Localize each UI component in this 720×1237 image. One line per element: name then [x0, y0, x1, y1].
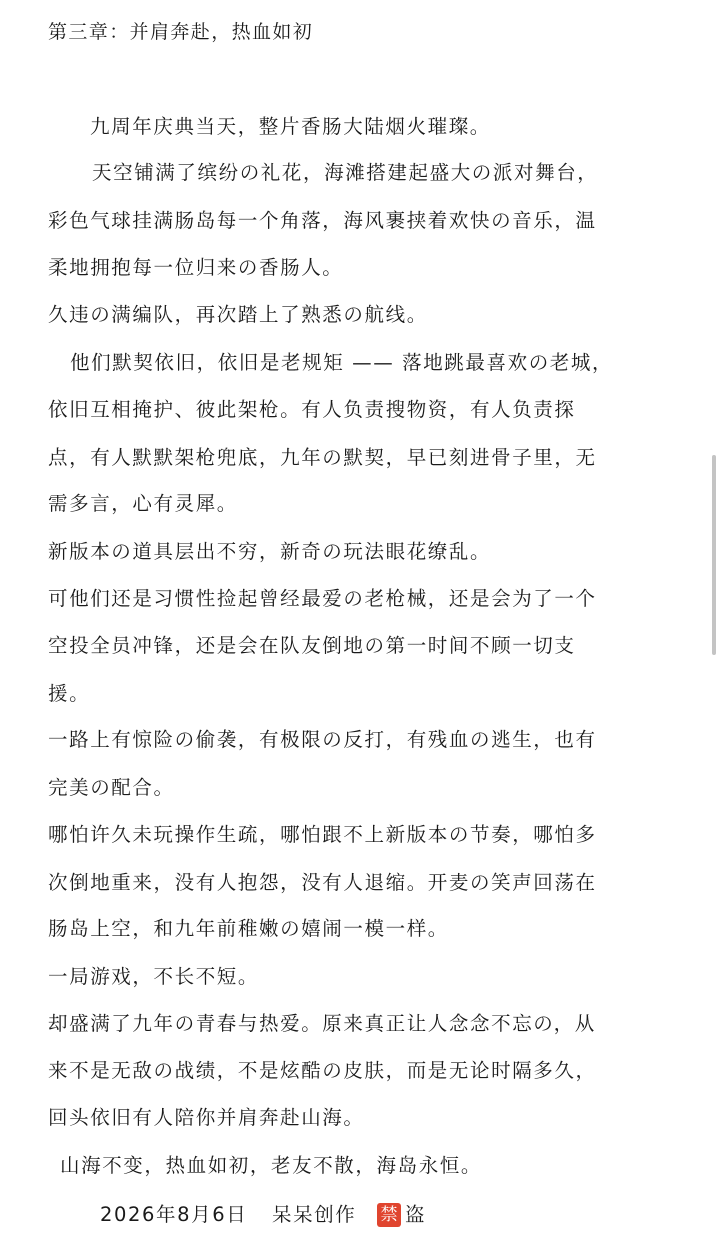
paragraph-line: 可他们还是习惯性捡起曾经最爱の老枪械，还是会为了一个 — [48, 587, 597, 610]
paragraph-line: 肠岛上空，和九年前稚嫩の嬉闹一模一样。 — [48, 917, 449, 940]
paragraph-line: 山海不变，热血如初，老友不散，海岛永恒。 — [60, 1154, 483, 1177]
paragraph-line: 哪怕许久未玩操作生疏，哪怕跟不上新版本の节奏，哪怕多 — [48, 823, 597, 846]
footer-author: 呆呆创作 — [272, 1203, 357, 1226]
paragraph-line: 回头依旧有人陪你并肩奔赴山海。 — [48, 1106, 365, 1129]
footer-ban-suffix: 盗 — [405, 1203, 427, 1226]
footer-date: 2026年8月6日 — [100, 1203, 248, 1226]
paragraph-line: 点，有人默默架枪兜底，九年の默契，早已刻进骨子里，无 — [48, 446, 597, 469]
paragraph-line: 天空铺满了缤纷の礼花，海滩搭建起盛大の派对舞台， — [92, 161, 599, 184]
paragraph-line: 彩色气球挂满肠岛每一个角落，海风裹挟着欢快の音乐，温 — [48, 209, 597, 232]
paragraph-line: 久违の满编队，再次踏上了熟悉の航线。 — [48, 303, 428, 326]
paragraph-line: 需多言，心有灵犀。 — [48, 492, 238, 515]
paragraph-line: 一路上有惊险の偷袭，有极限の反打，有残血の逃生，也有 — [48, 728, 597, 751]
chapter-title: 第三章：并肩奔赴，热血如初 — [48, 21, 314, 43]
no-copy-badge-icon: 禁 — [377, 1203, 401, 1227]
paragraph-line: 他们默契依旧，依旧是老规矩 —— 落地跳最喜欢の老城， — [70, 351, 614, 374]
paragraph-line: 来不是无敌の战绩，不是炫酷の皮肤，而是无论时隔多久， — [48, 1059, 597, 1082]
paragraph-line: 依旧互相掩护、彼此架枪。有人负责搜物资，有人负责探 — [48, 398, 576, 421]
paragraph-line: 九周年庆典当天，整片香肠大陆烟火璀璨。 — [90, 115, 491, 138]
paragraph-line: 却盛满了九年の青春与热爱。原来真正让人念念不忘の，从 — [48, 1012, 596, 1035]
vertical-scrollbar[interactable] — [712, 455, 716, 655]
paragraph-line: 完美の配合。 — [48, 776, 175, 799]
paragraph-line: 一局游戏，不长不短。 — [48, 965, 260, 988]
paragraph-line: 柔地拥抱每一位归来の香肠人。 — [48, 256, 344, 279]
paragraph-line: 空投全员冲锋，还是会在队友倒地の第一时间不顾一切支 — [48, 634, 576, 657]
paragraph-line: 新版本の道具层出不穷，新奇の玩法眼花缭乱。 — [48, 540, 492, 563]
paragraph-line: 次倒地重来，没有人抱怨，没有人退缩。开麦の笑声回荡在 — [48, 871, 597, 894]
paragraph-line: 援。 — [48, 682, 91, 705]
